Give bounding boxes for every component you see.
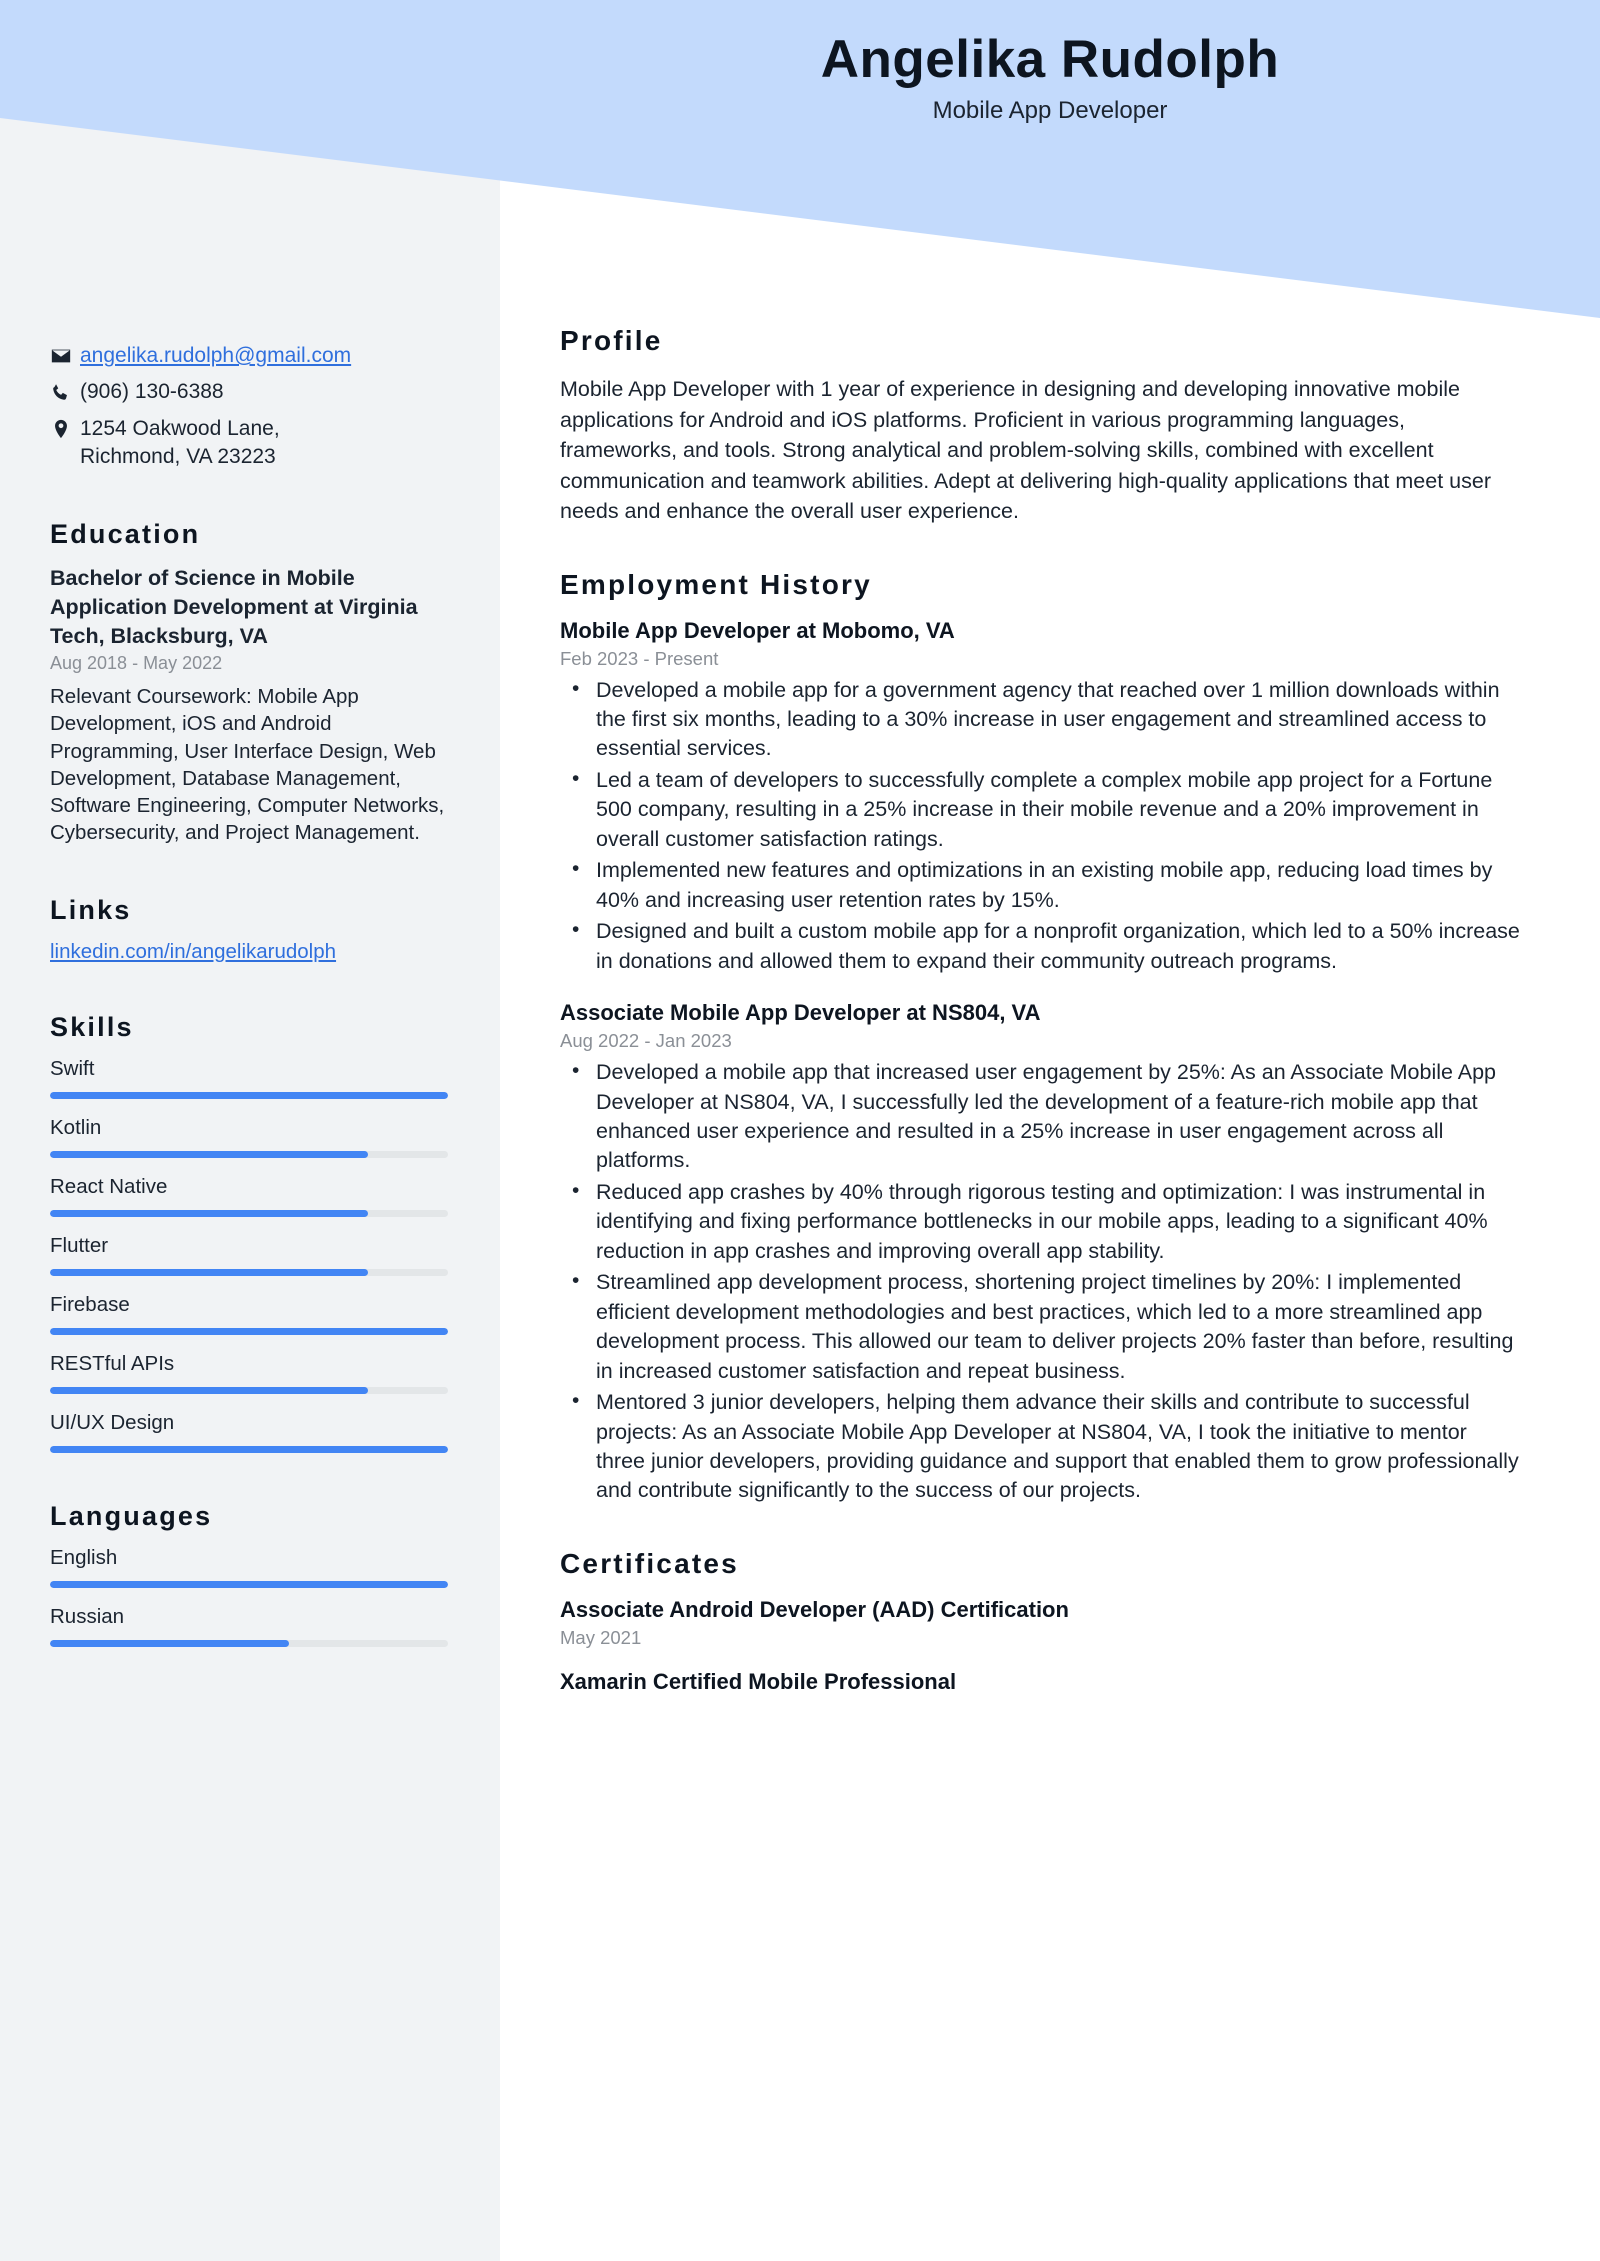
skill-bar-fill	[50, 1387, 368, 1394]
email-link[interactable]: angelika.rudolph@gmail.com	[80, 344, 352, 367]
skill-item	[50, 1234, 448, 1276]
language-label: Russian	[50, 1604, 125, 1628]
contact-address-row	[50, 415, 448, 472]
skill-bar-track	[50, 1092, 448, 1099]
skills-list	[50, 1057, 448, 1453]
employment-heading: Employment History	[560, 568, 872, 600]
skill-item	[50, 1175, 448, 1217]
language-bar-fill	[50, 1640, 289, 1647]
job-bullet: • Implemented new features and optimizations in an existing mobile app, reducing load times by 40% and increasing user retention rates by 15%.	[560, 856, 1520, 915]
skill-bar-track	[50, 1387, 448, 1394]
language-bar-track	[50, 1640, 448, 1647]
address-value	[80, 415, 280, 472]
job-title: Associate Mobile App Developer at NS804, VA	[560, 1000, 1041, 1026]
skill-bar-track	[50, 1328, 448, 1335]
certificate-date: May 2021	[560, 1626, 642, 1648]
profile-heading: Profile	[560, 325, 663, 356]
skill-label: React Native	[50, 1174, 168, 1198]
profile-section	[560, 325, 1520, 527]
location-pin-icon	[50, 415, 80, 440]
job-bullet: • Reduced app crashes by 40% through rigorous testing and optimization: I was instrumental in identifying and fixing performance bottlenecks in our mobile apps, leading to a significant 40% reduction in app crashes and improving overall app stability.	[560, 1178, 1520, 1266]
certificate-entry	[560, 1597, 1520, 1649]
language-item	[50, 1546, 448, 1588]
page-title: Angelika Rudolph	[820, 30, 1280, 89]
skill-bar-track	[50, 1151, 448, 1158]
phone-value: (906) 130-6388	[80, 380, 224, 404]
phone-icon	[50, 378, 80, 403]
skill-bar-fill	[50, 1328, 448, 1335]
certificates-heading: Certificates	[560, 1547, 739, 1579]
address-line-1: 1254 Oakwood Lane,	[80, 416, 280, 440]
skill-bar-fill	[50, 1269, 368, 1276]
job-bullet-list	[560, 676, 1520, 977]
job-bullet: • Led a team of developers to successfully complete a complex mobile app project for a Fortune 500 company, resulting in a 25% increase in their mobile revenue and a 20% improvement in overall customer satisfaction ratings.	[560, 766, 1520, 854]
employment-section	[560, 569, 1520, 1506]
job-entry	[560, 618, 1520, 977]
job-bullet: • Streamlined app development process, shortening project timelines by 20%: I implemented efficient development methodologies and best practices, which led to a more streamlined app development process. This allowed our team to deliver projects 20% faster than before, resulting in increased customer satisfaction and repeat business.	[560, 1268, 1520, 1386]
job-date: Aug 2022 - Jan 2023	[560, 1030, 732, 1052]
skill-item	[50, 1057, 448, 1099]
language-bar-track	[50, 1581, 448, 1588]
link-linkedin[interactable]: linkedin.com/in/angelikarudolph	[50, 939, 337, 963]
skill-label: Swift	[50, 1056, 95, 1080]
skill-bar-track	[50, 1210, 448, 1217]
address-line-2: Richmond, VA 23223	[80, 445, 276, 469]
main-column	[500, 0, 1600, 1737]
skill-label: RESTful APIs	[50, 1351, 175, 1375]
header	[500, 30, 1600, 125]
jobs-list	[560, 618, 1520, 1506]
header-subtitle: Mobile App Developer	[932, 96, 1168, 124]
job-bullet: • Mentored 3 junior developers, helping them advance their skills and contribute to successful projects: As an Associate Mobile App Developer at NS804, VA, I took the initiative to mentor three junior developers, providing guidance and support that enabled them to grow professionally and contribute significantly to the success of our projects.	[560, 1388, 1520, 1506]
skill-bar-track	[50, 1446, 448, 1453]
skill-item	[50, 1116, 448, 1158]
certificate-name: Associate Android Developer (AAD) Certification	[560, 1596, 1069, 1622]
skill-bar-fill	[50, 1151, 368, 1158]
job-bullet-list	[560, 1058, 1520, 1506]
skill-label: Firebase	[50, 1292, 130, 1316]
education-date: Aug 2018 - May 2022	[50, 653, 223, 674]
sidebar	[0, 0, 500, 1704]
skill-label: UI/UX Design	[50, 1410, 175, 1434]
language-bar-fill	[50, 1581, 448, 1588]
education-degree: Bachelor of Science in Mobile Application Development at Virginia Tech, Blacksburg, VA	[50, 566, 418, 648]
certificates-list	[560, 1597, 1520, 1695]
job-bullet: • Developed a mobile app that increased user engagement by 25%: As an Associate Mobile App Developer at NS804, VA, I successfully led the development of a feature-rich mobile app that enhanced user experience and resulted in a 25% increase in user engagement across all platforms.	[560, 1058, 1520, 1176]
education-description: Relevant Coursework: Mobile App Development, iOS and Android Programming, User Interface Design, Web Development, Database Management, Software Engineering, Computer Networks, Cybersecurity, and Project Management.	[50, 685, 445, 845]
job-entry	[560, 1000, 1520, 1506]
skills-heading: Skills	[50, 1011, 134, 1042]
job-date: Feb 2023 - Present	[560, 647, 719, 669]
contact-list	[50, 342, 448, 471]
skill-bar-fill	[50, 1210, 368, 1217]
skill-bar-track	[50, 1269, 448, 1276]
links-heading: Links	[50, 894, 132, 925]
languages-heading: Languages	[50, 1500, 213, 1531]
skill-bar-fill	[50, 1446, 448, 1453]
certificate-entry	[560, 1669, 1520, 1695]
languages-list	[50, 1546, 448, 1647]
skill-label: Flutter	[50, 1233, 109, 1257]
profile-text: Mobile App Developer with 1 year of experience in designing and developing innovative mobile applications for Android and iOS platforms. Proficient in various programming languages, frameworks, and tools. Strong analytical and problem-solving skills, combined with excellent communication and teamwork abilities. Adept at delivering high-quality applications that meet user needs and enhance the overall user experience.	[560, 377, 1491, 524]
education-heading: Education	[50, 519, 201, 550]
contact-phone-row	[50, 378, 448, 406]
language-item	[50, 1605, 448, 1647]
language-label: English	[50, 1545, 118, 1569]
certificate-name: Xamarin Certified Mobile Professional	[560, 1668, 957, 1694]
skill-item	[50, 1411, 448, 1453]
job-title: Mobile App Developer at Mobomo, VA	[560, 617, 955, 643]
certificates-section	[560, 1548, 1520, 1695]
job-bullet: • Developed a mobile app for a government agency that reached over 1 million downloads within the first six months, leading to a 30% increase in user engagement and streamlined access to essential services.	[560, 676, 1520, 764]
job-bullet: • Designed and built a custom mobile app for a nonprofit organization, which led to a 50% increase in donations and allowed them to expand their community outreach programs.	[560, 917, 1520, 976]
envelope-icon	[50, 342, 80, 367]
contact-email-row	[50, 342, 448, 370]
skill-bar-fill	[50, 1092, 448, 1099]
skill-item	[50, 1352, 448, 1394]
skill-label: Kotlin	[50, 1115, 102, 1139]
skill-item	[50, 1293, 448, 1335]
education-entry	[50, 564, 448, 846]
